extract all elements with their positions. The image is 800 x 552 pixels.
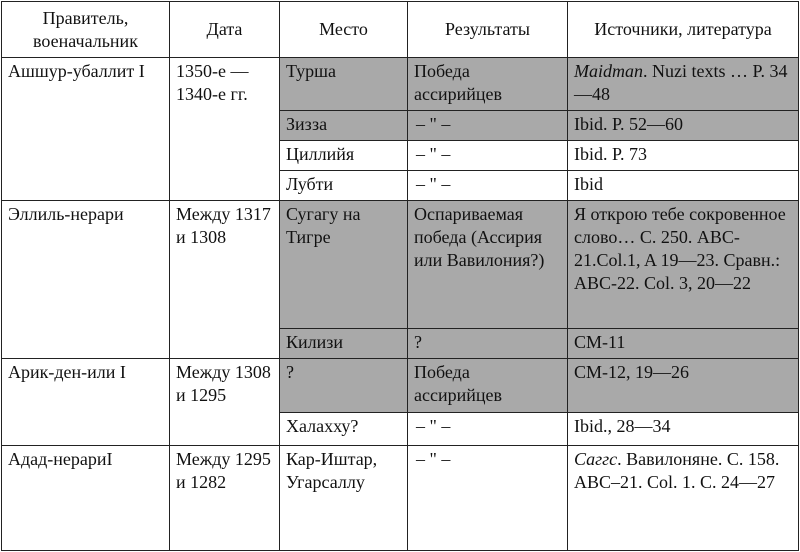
- source-cell: [568, 446, 799, 551]
- place-cell: Килизи: [280, 329, 408, 359]
- header-results: Результаты: [408, 2, 568, 58]
- campaigns-table: [1, 1, 799, 551]
- place-cell: Циллийя: [280, 141, 408, 171]
- date-cell: Между 1308 и 1295: [170, 359, 280, 446]
- header-sources: Источники, литература: [568, 2, 799, 58]
- date-cell: Между 1295 и 1282: [170, 446, 280, 551]
- source-cell: Ibid. P. 73: [568, 141, 799, 171]
- result-cell: – " –: [408, 413, 568, 446]
- source-cell: Ibid., 28—34: [568, 413, 799, 446]
- source-text: . Вавилоняне. С. 158. ABC–21. Col. 1. C. 24—27: [574, 449, 780, 492]
- result-cell: Победа ассирийцев: [408, 58, 568, 111]
- ruler-cell: Адад-нерариI: [2, 446, 170, 551]
- result-cell: – " –: [408, 446, 568, 551]
- place-cell: Зизза: [280, 111, 408, 141]
- place-cell: Кар-Иштар, Угарсаллу: [280, 446, 408, 551]
- place-cell: Сугагу на Тигре: [280, 201, 408, 329]
- source-cell: Я открою тебе сокровенное слово… С. 250. ABC-21.Col.1, A 19—23. Сравн.: ABC-22. Col. 3, 20—22: [568, 201, 799, 329]
- table-row: [2, 359, 799, 413]
- source-cell: Ibid. P. 52—60: [568, 111, 799, 141]
- source-cell: [568, 58, 799, 111]
- result-cell: Оспариваемая победа (Ассирия или Вавилония?): [408, 201, 568, 329]
- source-text: . Nuzi texts … P. 34—48: [574, 61, 788, 104]
- result-cell: ?: [408, 329, 568, 359]
- result-cell: Победа ассирийцев: [408, 359, 568, 413]
- table-row: [2, 201, 799, 329]
- header-row: [2, 2, 799, 58]
- place-cell: Турша: [280, 58, 408, 111]
- source-author: Maidman: [574, 61, 643, 81]
- place-cell: Халахху?: [280, 413, 408, 446]
- result-cell: – " –: [408, 141, 568, 171]
- table-row: [2, 446, 799, 551]
- ruler-cell: Арик-ден-или I: [2, 359, 170, 446]
- source-cell: CM-12, 19—26: [568, 359, 799, 413]
- date-cell: Между 1317 и 1308: [170, 201, 280, 359]
- header-ruler: Правитель, военачальник: [2, 2, 170, 58]
- result-cell: – " –: [408, 111, 568, 141]
- date-cell: 1350-е — 1340-е гг.: [170, 58, 280, 201]
- result-cell: – " –: [408, 171, 568, 201]
- header-place: Место: [280, 2, 408, 58]
- source-cell: Ibid: [568, 171, 799, 201]
- place-cell: ?: [280, 359, 408, 413]
- ruler-cell: Ашшур-убаллит I: [2, 58, 170, 201]
- source-cell: CM-11: [568, 329, 799, 359]
- header-date: Дата: [170, 2, 280, 58]
- table-row: [2, 58, 799, 111]
- ruler-cell: Эллиль-нерари: [2, 201, 170, 359]
- source-author: Саггс: [574, 449, 618, 469]
- place-cell: Лубти: [280, 171, 408, 201]
